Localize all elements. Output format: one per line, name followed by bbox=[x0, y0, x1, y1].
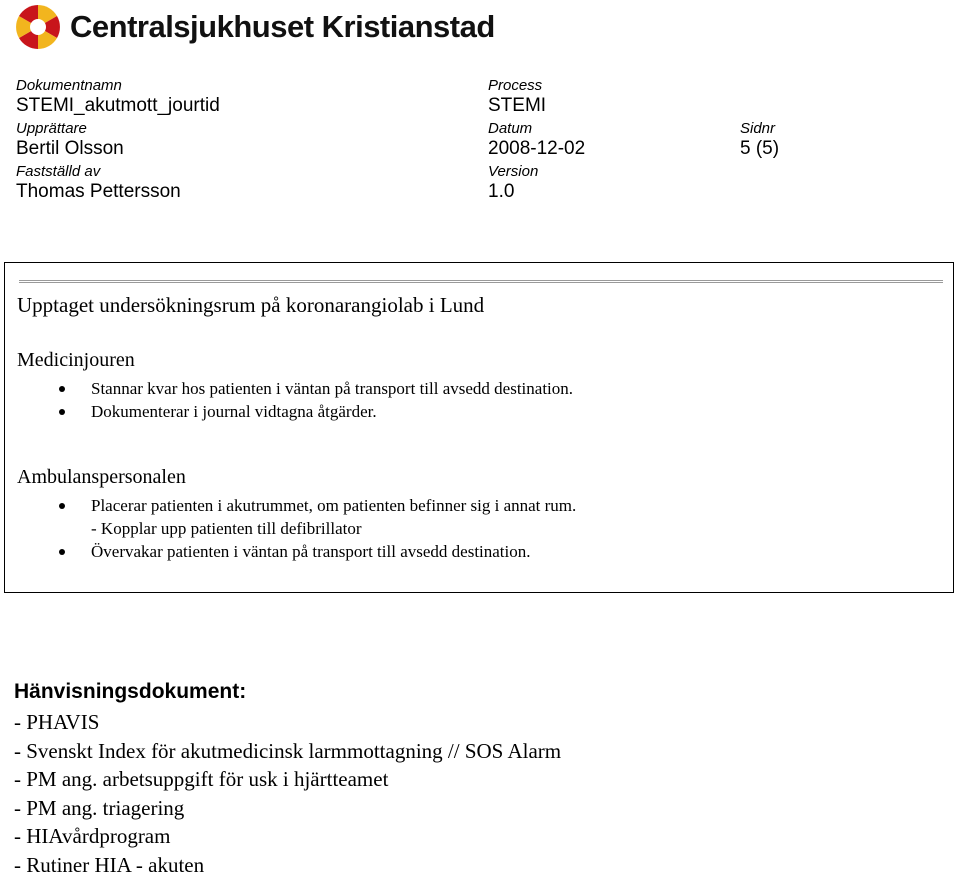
page-number-block bbox=[740, 121, 779, 161]
section-heading-medicinjouren: Medicinjouren bbox=[17, 349, 135, 371]
list-item bbox=[5, 494, 576, 517]
box-title: Upptaget undersökningsrum på koronarangiolab i Lund bbox=[17, 293, 485, 317]
process-value: STEMI bbox=[488, 95, 547, 116]
author-label: Upprättare bbox=[16, 120, 87, 137]
approved-by-value: Thomas Pettersson bbox=[16, 181, 181, 202]
list-item bbox=[5, 517, 576, 540]
bullet-icon bbox=[59, 386, 65, 392]
medicinjouren-list bbox=[5, 377, 573, 423]
list-item-text: Stannar kvar hos patienten i väntan på transport till avsedd destination. bbox=[91, 379, 574, 398]
bullet-icon bbox=[59, 549, 65, 555]
list-item-text: - Kopplar upp patienten till defibrillator bbox=[91, 519, 362, 538]
list-item-text: Övervakar patienten i väntan på transport till avsedd destination. bbox=[91, 542, 531, 561]
date-block bbox=[488, 121, 585, 161]
list-item bbox=[5, 377, 573, 400]
doc-name-label: Dokumentnamn bbox=[16, 77, 122, 94]
bullet-icon bbox=[59, 503, 65, 509]
references-title: Hänvisningsdokument: bbox=[14, 680, 247, 703]
date-label: Datum bbox=[488, 120, 533, 137]
author-value: Bertil Olsson bbox=[16, 138, 124, 159]
sunburst-logo-icon bbox=[14, 3, 62, 51]
date-value: 2008-12-02 bbox=[488, 138, 586, 159]
approved-by-block bbox=[16, 164, 181, 204]
page-number-label: Sidnr bbox=[740, 120, 776, 137]
logo bbox=[14, 2, 495, 52]
approved-by-label: Fastställd av bbox=[16, 163, 101, 180]
process-label: Process bbox=[488, 77, 543, 94]
reference-item: - PHAVIS bbox=[14, 710, 100, 734]
section-heading-ambulanspersonalen: Ambulanspersonalen bbox=[17, 466, 186, 488]
list-item bbox=[5, 540, 576, 563]
ambulanspersonalen-list bbox=[5, 494, 576, 563]
doc-name-value: STEMI_akutmott_jourtid bbox=[16, 95, 220, 116]
references-list bbox=[14, 708, 561, 880]
list-item-text: Dokumenterar i journal vidtagna åtgärder. bbox=[91, 402, 377, 421]
reference-item: - PM ang. arbetsuppgift för usk i hjärtteamet bbox=[14, 767, 389, 792]
doc-name-block bbox=[16, 78, 220, 118]
list-item-text: Placerar patienten i akutrummet, om patienten befinner sig i annat rum. bbox=[91, 496, 577, 515]
bullet-icon bbox=[59, 409, 65, 415]
version-value: 1.0 bbox=[488, 181, 515, 202]
version-block bbox=[488, 164, 538, 204]
author-block bbox=[16, 121, 124, 161]
double-rule-divider bbox=[19, 280, 943, 283]
process-block bbox=[488, 78, 546, 118]
reference-item: - PM ang. triagering bbox=[14, 795, 185, 820]
reference-item: - Svenskt Index för akutmedicinsk larmmottagning // SOS Alarm bbox=[14, 738, 562, 763]
reference-item: - HIAvårdprogram bbox=[14, 824, 171, 849]
organization-name: Centralsjukhuset Kristianstad bbox=[70, 9, 495, 44]
version-label: Version bbox=[488, 163, 539, 180]
content-box bbox=[4, 262, 954, 593]
list-item bbox=[5, 400, 573, 423]
reference-item: - Rutiner HIA - akuten bbox=[14, 852, 205, 877]
page-number-value: 5 (5) bbox=[740, 138, 780, 159]
